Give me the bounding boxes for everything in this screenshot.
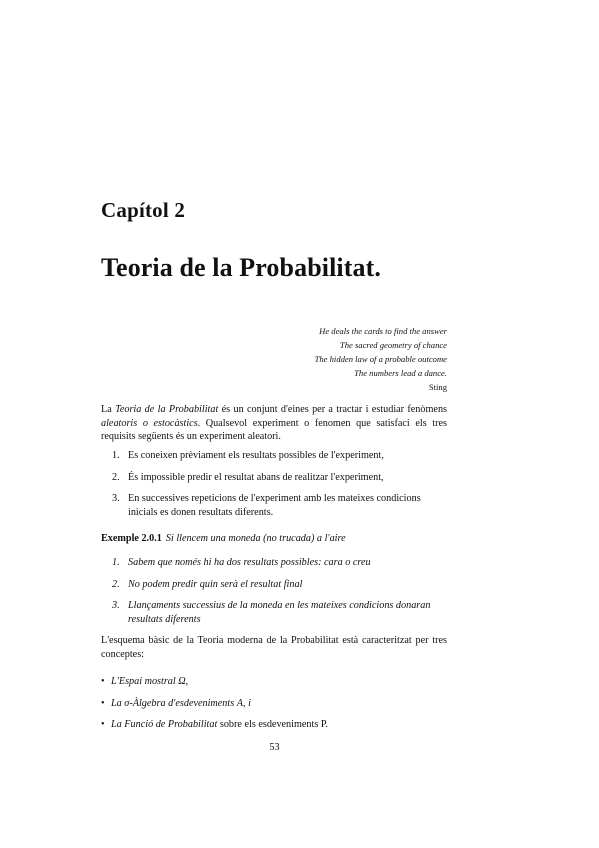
list-item-text: Llançaments successius de la moneda en les mateixes condicions donaran resultats diferents	[128, 600, 431, 625]
list-item-text: No podem predir quin serà el resultat final	[128, 578, 303, 590]
example-list	[101, 556, 447, 634]
bullet-item	[101, 675, 447, 689]
intro-term: Teoria de la Probabilitat	[115, 404, 219, 415]
requirements-list	[101, 449, 447, 527]
list-item	[101, 578, 447, 592]
concept-tail: A, i	[236, 697, 251, 709]
example-label: Exemple 2.0.1	[101, 533, 162, 544]
bullet-item	[101, 718, 447, 732]
intro-mid: és un conjunt d'eines per a tractar i estudiar fenòmens	[218, 404, 448, 415]
list-item-number: 1.	[112, 450, 120, 461]
list-item	[101, 492, 447, 519]
intro-term-2: aleatoris o estocàstics	[101, 417, 198, 429]
bullet-item	[101, 697, 447, 711]
concept-tail: sobre els esdeveniments P.	[219, 719, 328, 730]
concept-term: L'Espai mostral	[111, 676, 176, 687]
concepts-list	[101, 675, 447, 740]
list-item-number: 3.	[112, 600, 120, 611]
page-number: 53	[269, 742, 280, 753]
concept-tail: Ω,	[178, 676, 189, 687]
epigraph-line: The numbers lead a dance.	[354, 368, 447, 378]
list-item	[101, 556, 447, 570]
chapter-title: Teoria de la Probabilitat.	[101, 253, 381, 282]
epigraph-line: He deals the cards to find the answer	[319, 326, 447, 336]
epigraph-line: The sacred geometry of chance	[339, 340, 447, 350]
epigraph	[315, 324, 447, 394]
list-item-text: En successives repeticions de l'experiment amb les mateixes condicions inicials es donen resultats diferents.	[128, 493, 421, 518]
list-item-number: 3.	[112, 493, 120, 504]
epigraph-line: The hidden law of a probable outcome	[314, 354, 447, 364]
list-item	[101, 449, 447, 463]
chapter-label: Capítol 2	[101, 198, 186, 222]
list-item-text: És impossible predir el resultat abans de realitzar l'experiment,	[128, 471, 384, 483]
epigraph-author: Sting	[428, 382, 447, 392]
list-item-text: Es coneixen prèviament els resultats possibles de l'experiment,	[128, 450, 384, 461]
list-item	[101, 599, 447, 626]
bullet-marker: •	[101, 676, 105, 687]
concept-term: La Funció de Probabilitat	[111, 719, 218, 730]
list-item	[101, 471, 447, 485]
concept-term: La σ-Àlgebra d'esdeveniments	[111, 697, 235, 709]
intro-pre: La	[101, 404, 116, 415]
list-item-number: 1.	[112, 557, 120, 568]
example-description: Si llencem una moneda (no trucada) a l'aire	[165, 533, 346, 544]
list-item-number: 2.	[112, 578, 120, 590]
intro-post: . Qualsevol experiment o fenomen que satisfaci els tres requisits següents és un experiment aleatori.	[101, 417, 447, 442]
bullet-marker: •	[101, 697, 105, 709]
bullet-marker: •	[101, 719, 105, 730]
list-item-text: Sabem que només hi ha dos resultats possibles: cara o creu	[128, 557, 371, 568]
example-heading	[101, 532, 447, 546]
list-item-number: 2.	[112, 471, 120, 483]
intro-paragraph	[101, 403, 447, 444]
scheme-paragraph: L'esquema bàsic de la Teoria moderna de la Probabilitat està caracteritzat per tres conceptes:	[101, 635, 447, 660]
